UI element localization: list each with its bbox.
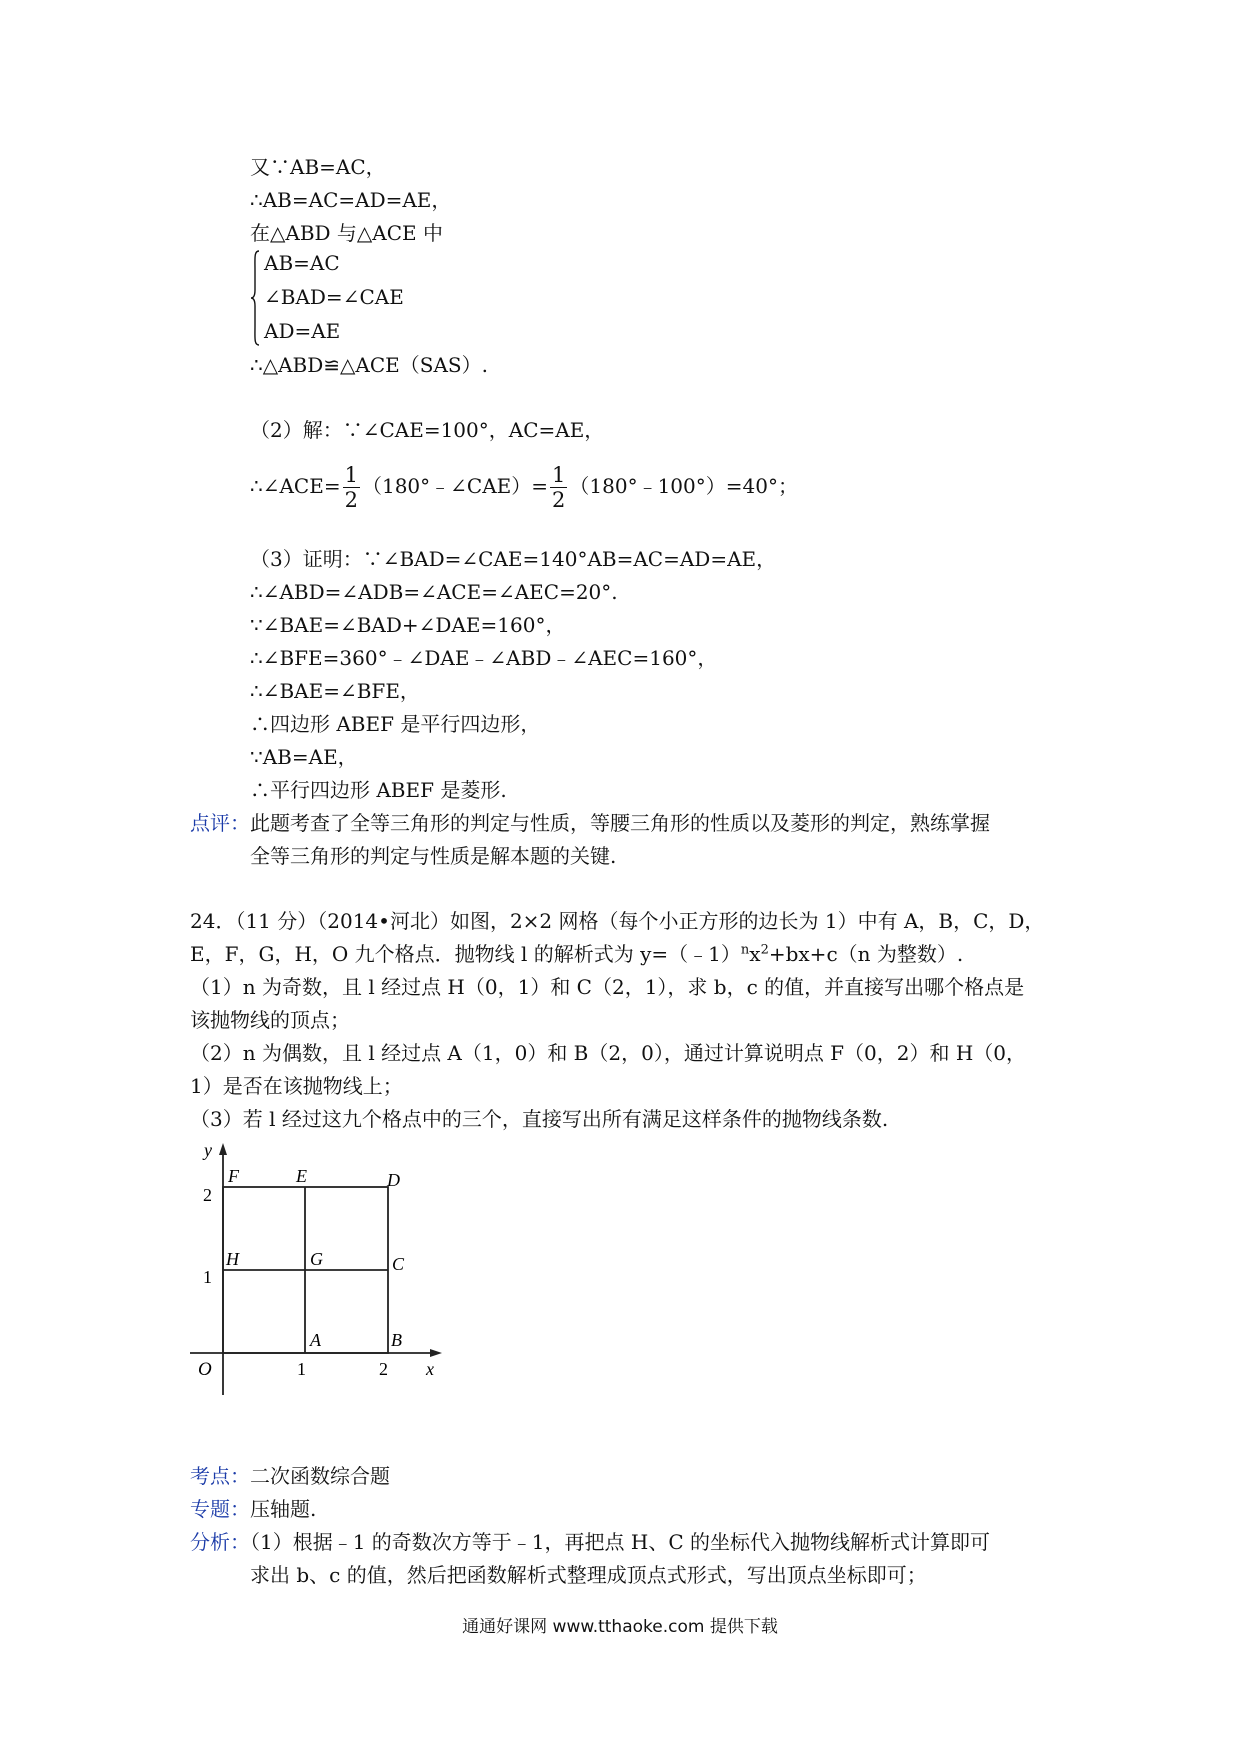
question-text: +bx+c（n 为整数）.: [768, 942, 964, 966]
question-24-line: 该抛物线的顶点；: [190, 1008, 350, 1032]
proof-line: ∴AB=AC=AD=AE，: [250, 188, 452, 212]
point-label-H: H: [226, 1249, 239, 1269]
system-equation-2: ∠BAD=∠CAE: [264, 285, 404, 309]
question-text: E，F，G，H，O 九个格点．抛物线 l 的解析式为 y=（﹣1）: [190, 942, 741, 966]
topic-text: 二次函数综合题: [250, 1464, 390, 1488]
proof-line: ∵AB=AE，: [250, 745, 358, 769]
question-24-line: 1）是否在该抛物线上；: [190, 1074, 403, 1098]
question-24-line: （1）n 为奇数，且 l 经过点 H（0，1）和 C（2，1），求 b，c 的值，并直接写出哪个格点是: [190, 975, 1025, 999]
question-24-line: （2）n 为偶数，且 l 经过点 A（1，0）和 B（2，0），通过计算说明点 F（0，2）和 H（0，: [190, 1041, 1027, 1065]
proof-line: 又∵AB=AC，: [250, 155, 386, 179]
analysis-line: [190, 1527, 990, 1557]
proof-line: ∴平行四边形 ABEF 是菱形.: [250, 778, 507, 802]
fraction-half: [550, 463, 567, 512]
question-text: x: [749, 942, 761, 966]
equation-result: （180°﹣100°）=40°；: [569, 474, 798, 498]
fraction-half: [343, 463, 360, 512]
comment-line: [190, 808, 990, 838]
topic-line: [190, 1461, 390, 1491]
analysis-line-2: 求出 b、c 的值，然后把函数解析式整理成顶点式形式，写出顶点坐标即可；: [250, 1563, 927, 1587]
tick-label-y1: 1: [203, 1267, 212, 1287]
point-label-D: D: [387, 1170, 400, 1190]
tick-label-y2: 2: [203, 1185, 212, 1205]
category-text: 压轴题.: [250, 1497, 317, 1521]
fraction-numerator: 1: [344, 463, 358, 487]
system-equation-1: AB=AC: [264, 251, 340, 275]
axis-label-y: y: [204, 1140, 212, 1160]
comment-label: 点评：: [190, 811, 250, 835]
tick-label-x2: 2: [379, 1359, 388, 1379]
point-label-G: G: [310, 1249, 323, 1269]
point-label-B: B: [391, 1330, 402, 1350]
origin-label: O: [198, 1359, 212, 1380]
equation-prefix: ∴∠ACE=: [250, 474, 341, 498]
proof-conclusion: ∴△ABD≌△ACE（SAS）.: [250, 353, 488, 377]
page-footer: 通通好课网 www.tthaoke.com 提供下载: [462, 1617, 778, 1637]
comment-text: 此题考查了全等三角形的判定与性质，等腰三角形的性质以及菱形的判定，熟练掌握: [250, 811, 990, 835]
part3-heading: （3）证明：∵∠BAD=∠CAE=140°AB=AC=AD=AE，: [250, 547, 777, 571]
proof-line: ∴∠BAE=∠BFE，: [250, 679, 420, 703]
question-24-line: [190, 939, 963, 969]
exponent-2: 2: [760, 942, 769, 958]
point-label-C: C: [392, 1254, 405, 1274]
grid-figure: [180, 1135, 460, 1415]
system-equation-3: AD=AE: [264, 319, 341, 343]
analysis-label: 分析：: [190, 1530, 250, 1554]
y-axis-arrow-icon: [219, 1143, 227, 1155]
fraction-denominator: 2: [552, 488, 566, 512]
tick-label-x1: 1: [297, 1359, 306, 1379]
analysis-text: （1）根据﹣1 的奇数次方等于﹣1，再把点 H、C 的坐标代入抛物线解析式计算即可: [250, 1530, 990, 1554]
x-axis-arrow-icon: [430, 1349, 442, 1357]
proof-line: ∴∠ABD=∠ADB=∠ACE=∠AEC=20°.: [250, 580, 618, 604]
fraction-numerator: 1: [552, 463, 566, 487]
fraction-equation: [250, 456, 798, 516]
proof-line: ∴四边形 ABEF 是平行四边形，: [250, 712, 541, 736]
point-label-E: E: [296, 1166, 307, 1186]
proof-line: 在△ABD 与△ACE 中: [250, 221, 443, 245]
equation-middle: （180°﹣∠CAE）=: [361, 474, 549, 498]
axis-label-x: x: [426, 1359, 434, 1379]
proof-line: ∵∠BAE=∠BAD+∠DAE=160°，: [250, 613, 566, 637]
left-brace-icon: [250, 250, 260, 346]
part2-heading: （2）解：∵∠CAE=100°，AC=AE，: [250, 418, 605, 442]
category-line: [190, 1494, 316, 1524]
comment-line-2: 全等三角形的判定与性质是解本题的关键.: [250, 844, 617, 868]
question-24-line: （3）若 l 经过这九个格点中的三个，直接写出所有满足这样条件的抛物线条数.: [190, 1107, 889, 1131]
exponent-n: n: [740, 942, 750, 958]
category-label: 专题：: [190, 1497, 250, 1521]
topic-label: 考点：: [190, 1464, 250, 1488]
question-24-line: 24．（11 分）（2014•河北）如图，2×2 网格（每个小正方形的边长为 1）中有 A，B，C，D，: [190, 909, 1045, 933]
point-label-A: A: [310, 1330, 321, 1350]
fraction-denominator: 2: [344, 488, 358, 512]
point-label-F: F: [228, 1166, 239, 1186]
proof-line: ∴∠BFE=360°﹣∠DAE﹣∠ABD﹣∠AEC=160°，: [250, 646, 718, 670]
